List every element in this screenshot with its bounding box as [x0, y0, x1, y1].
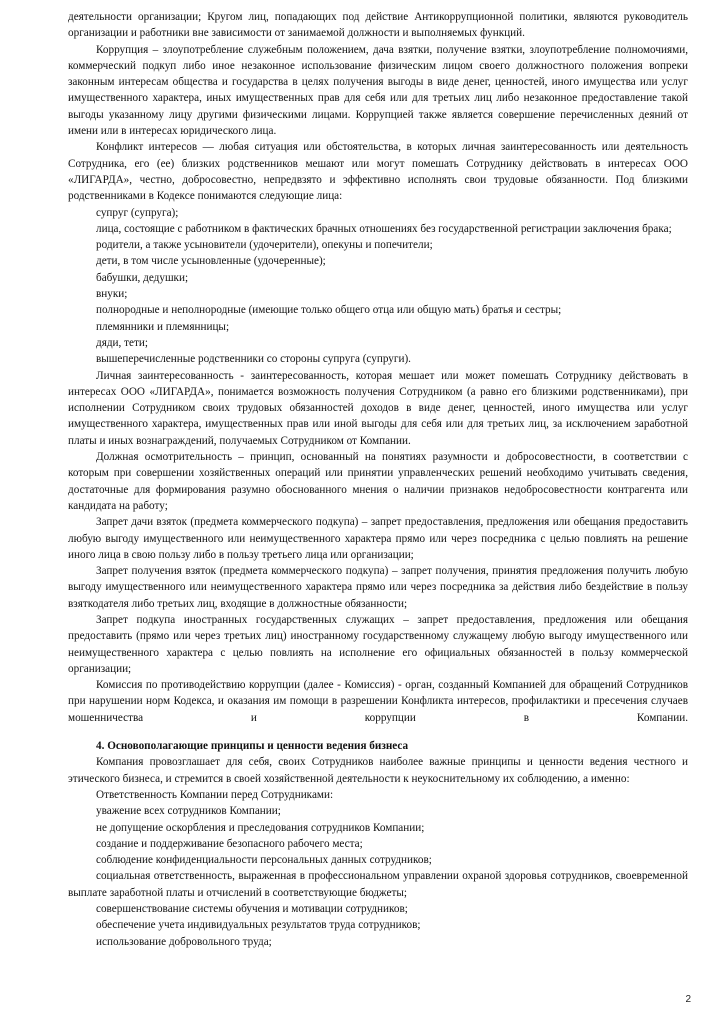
section-heading: 4. Основополагающие принципы и ценности ведения бизнеса	[96, 740, 409, 753]
list-item: племянники и племянницы;	[96, 320, 230, 333]
list-item: создание и поддерживание безопасного рабочего места;	[96, 837, 363, 850]
paragraph: Конфликт интересов — любая ситуация или обстоятельства, в которых личная заинтересованность или деятельность Сотрудника, его (ее) близких родственников мешают или могут помешать Сотруднику действовать в интересах ООО «ЛИГАРДА», честно, добросовестно, непредвзято и эффективно исполнять свои трудовые обязанности. Под близкими родственниками в Кодексе понимаются следующие лица:	[68, 141, 688, 203]
paragraph: деятельности организации; Кругом лиц, попадающих под действие Антикоррупционной политики, являются руководитель организации и работники вне зависимости от занимаемой должности и выполняемых функций.	[68, 11, 688, 40]
list-item: дети, в том числе усыновленные (удочеренные);	[96, 255, 326, 268]
paragraph: Коррупция – злоупотребление служебным положением, дача взятки, получение взятки, злоупотребление полномочиями, коммерческий подкуп либо иное незаконное использование физическим лицом своего должностного положения вопреки законным интересам общества и государства в целях получения выгоды в виде денег, ценностей, иного имущества или услуг имущественного характера, иных имущественных прав для себя или для третьих лиц либо незаконное предоставление такой выгоды указанному лицу другими физическими лицами. Коррупцией также является совершение перечисленных деяний от имени или в интересах юридического лица.	[68, 43, 688, 138]
list-item: использование добровольного труда;	[96, 935, 272, 948]
paragraph: Компания провозглашает для себя, своих Сотрудников наиболее важные принципы и ценности ведения честного и этического бизнеса, и стремится в своей хозяйственной деятельности к неукоснительному их соблюдению, а именно:	[68, 756, 688, 785]
paragraph: Запрет дачи взяток (предмета коммерческого подкупа) – запрет предоставления, предложения или обещания предоставить любую выгоду имущественного или неимущественного характера прямо или через посредника с целью повлиять на решение иного лица в свою пользу либо в пользу третьего лица или организации;	[68, 516, 688, 561]
page-number: 2	[685, 994, 691, 1005]
list-item: уважение всех сотрудников Компании;	[96, 805, 281, 818]
list-item: соблюдение конфиденциальности персональных данных сотрудников;	[96, 854, 432, 867]
list-item: внуки;	[96, 288, 128, 301]
list-item: обеспечение учета индивидуальных результатов труда сотрудников;	[96, 919, 421, 932]
list-item: не допущение оскорбления и преследования сотрудников Компании;	[96, 821, 425, 834]
list-item: лица, состоящие с работником в фактических брачных отношениях без государственной регистрации заключения брака;	[96, 222, 672, 235]
paragraph: Должная осмотрительность – принцип, основанный на понятиях разумности и добросовестности, в соответствии с которым при совершении хозяйственных операций или принятии управленческих решений необходимо учитывать сведения, достаточные для формирования разумно обоснованного мнения о наличии признаков недобросовестности контрагента или кандидата на работу;	[68, 451, 688, 512]
list-item: родители, а также усыновители (удочерители), опекуны и попечители;	[96, 239, 433, 252]
list-item: полнородные и неполнородные (имеющие только общего отца или общую мать) братья и сестры;	[96, 304, 562, 317]
list-item: Ответственность Компании перед Сотрудниками:	[96, 788, 334, 801]
paragraph: Запрет получения взяток (предмета коммерческого подкупа) – запрет получения, принятия предложения получить любую выгоду имущественного или неимущественного характера прямо или через посредника за действия либо бездействие в пользу взяткодателя либо третьих лиц, входящие в должностные обязанности;	[68, 565, 688, 610]
paragraph: Комиссия по противодействию коррупции (далее - Комиссия) - орган, созданный Компанией для обращений Сотрудников при нарушении норм Кодекса, и оказания им помощи в разрешении Конфликта интересов, профилактики и пресечения случаев мошенничества и коррупции в Компании.	[68, 679, 688, 724]
paragraph: Личная заинтересованность - заинтересованность, которая мешает или может помешать Сотруднику действовать в интересах ООО «ЛИГАРДА», понимается возможность получения Сотрудником (а равно его близкими родственниками), при исполнении Сотрудником своих трудовых обязанностей доходов в виде денег, ценностей, иного имущества или услуг имущественного характера, имущественных прав или иной выгоды для себя или для третьих лиц, за исключением заработной платы и иных вознаграждений, получаемых Сотрудником от Компании.	[68, 369, 688, 447]
page-body	[68, 9, 688, 950]
list-item: вышеперечисленные родственники со стороны супруга (супруги).	[96, 353, 411, 366]
list-item: супруг (супруга);	[96, 206, 179, 219]
list-item: совершенствование системы обучения и мотивации сотрудников;	[96, 903, 408, 916]
paragraph: социальная ответственность, выраженная в профессиональном управлении охраной здоровья сотрудников, своевременной выплате заработной платы и отчислений в соответствующие бюджеты;	[68, 870, 688, 899]
paragraph: Запрет подкупа иностранных государственных служащих – запрет предоставления, предложения или обещания предоставить (прямо или через третьих лиц) иностранному государственному служащему любую выгоду имущественного или неимущественного характера с целью повлиять на исполнение его официальных обязанностей в пользу коммерческой организации;	[68, 613, 688, 675]
list-item: бабушки, дедушки;	[96, 271, 189, 284]
list-item: дяди, тети;	[96, 336, 148, 349]
